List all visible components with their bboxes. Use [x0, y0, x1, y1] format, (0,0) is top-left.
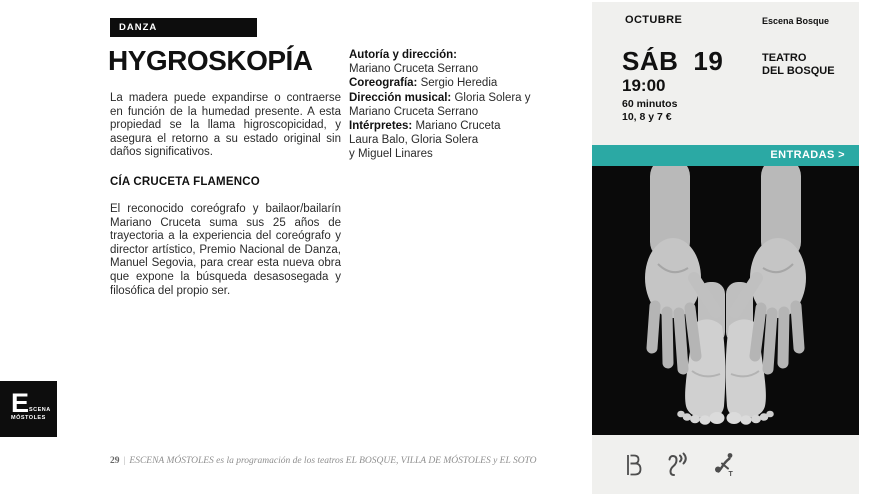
tickets-button[interactable]: ENTRADAS > [592, 145, 859, 166]
logo-line1: SCENA [29, 407, 51, 413]
venue-name: TEATRO DEL BOSQUE [762, 52, 835, 77]
event-time: 19:00 [622, 76, 666, 95]
credit-line: Laura Balo, Gloria Solera [349, 134, 479, 147]
brand-label: Escena Bosque [762, 16, 830, 26]
logo-initial: E [11, 388, 30, 418]
svg-text:T: T [728, 471, 733, 478]
hearing-loop-t-icon [712, 451, 738, 478]
footer-separator: | [123, 456, 126, 466]
page-footer [110, 456, 537, 466]
hands-over-feet-illustration [592, 166, 859, 435]
teatro-bosque-b-icon [622, 452, 644, 478]
hearing-ear-icon [665, 452, 691, 478]
credit-line: Autoría y dirección: [349, 49, 457, 61]
escena-mostoles-logo [0, 381, 57, 437]
day-abbr: SÁB [622, 46, 679, 76]
event-duration: 60 minutos [622, 98, 678, 110]
page-title: HYGROSKOPÍA [108, 45, 313, 76]
description-paragraph: El reconocido coreógrafo y bailaor/bailarín Mariano Cruceta suma sus 25 años de trayectoria a la experiencia del coreógrafo y director artístico, Premio Nacional de Danza, Manuel Segovia, para crear esta nueva obra que expone la búsqueda desasosegada y filosófica del propio ser. [110, 203, 341, 297]
credits-block [349, 48, 574, 162]
show-photo [592, 166, 859, 435]
credit-line: Coreografía: Sergio Heredia [349, 77, 498, 90]
day-number: 19 [693, 46, 724, 76]
credit-line: Intérpretes: Mariano Cruceta [349, 120, 501, 133]
page-number: 29 [110, 456, 120, 466]
event-card [592, 2, 859, 494]
credit-line: Mariano Cruceta Serrano [349, 63, 479, 76]
credit-line: Mariano Cruceta Serrano [349, 105, 479, 118]
logo-line2: MÓSTOLES [11, 415, 46, 421]
category-label: DANZA [110, 18, 257, 37]
company-name: CÍA CRUCETA FLAMENCO [110, 176, 260, 188]
month-label: OCTUBRE [625, 14, 683, 26]
accessibility-icon-row [592, 435, 859, 494]
event-day [622, 46, 723, 77]
event-prices: 10, 8 y 7 € [622, 111, 672, 123]
intro-paragraph: La madera puede expandirse o contraerse en función de la humedad presente. A esta propiedad se la llama higroscopicidad, y asegura el retorno a su estado original sin daños significativos. [110, 92, 341, 159]
credit-line: y Miguel Linares [349, 148, 433, 161]
footer-text: ESCENA MÓSTOLES es la programación de los teatros EL BOSQUE, VILLA DE MÓSTOLES y EL SOTO [129, 456, 537, 466]
credit-line: Dirección musical: Gloria Solera y [349, 91, 531, 104]
